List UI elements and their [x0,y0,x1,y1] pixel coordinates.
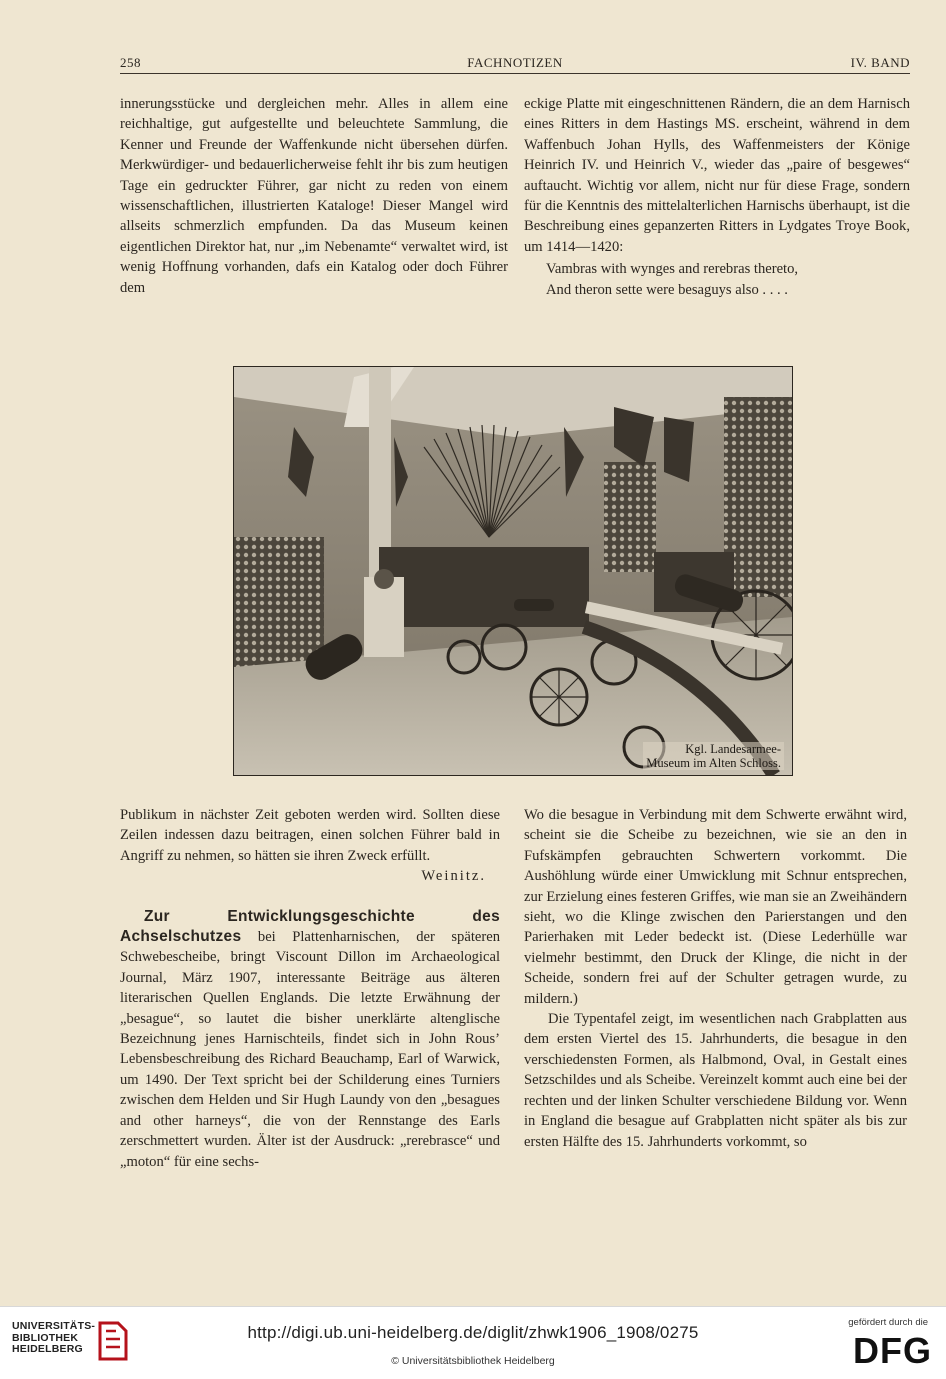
verse-line-1: Vambras with wynges and rerebras thereto, [546,261,799,278]
article-heading: Zur Entwicklungsgeschichte des Achselschutzes [120,907,500,946]
article-paragraph [120,907,500,1172]
paragraph-sword: Wo die besague in Verbindung mit dem Schwerte erwähnt wird, scheint sie die Scheibe zu bezeichnen, wie sie an den in Fufskämpfen gebrauchten Schwertern vorkommt. Die Aushöhlung würde einer Umwicklung mit Schnur entsprechen, zur Erzielung eines festeren Griffes, wie man sie an Zweihändern sieht, wo die Klinge zwischen den Parierstangen und den Parierhaken mit Leder bedeckt ist. (Diese Lederhülle war vielmehr bestimmt, den Druck der Klinge, die nicht in der Scheide, sondern frei auf der Schulter getragen wurde, zu mildern.) [524,807,907,1007]
paragraph-top-left: innerungsstücke und dergleichen mehr. Alles in allem eine reichhaltige, gut aufgestellte und beleuchtete Sammlung, die Kenner und Freunde der Waffenkunde nicht übersehen dürfen. Merkwürdiger- und bedauerlicherweise fehlt ihr bis zum heutigen Tage ein gedruckter Führer, gar nicht zu reden von einem wissenschaftlichen, illustrierten Kataloge! Dieser Mangel wird allseits schmerzlich empfunden. Da das Museum keinen eigentlichen Direktor hat, nur „im Nebenamte“ verwaltet wird, ist wenig Hoffnung vorhanden, dafs ein Katalog oder doch Führer dem [120,96,508,296]
library-line-1: UNIVERSITÄTS- [12,1320,96,1332]
museum-photograph [233,366,793,776]
header-rule [120,73,910,74]
funding-note: gefördert durch die [848,1317,928,1328]
library-line-2: BIBLIOTHEK [12,1331,79,1344]
caption-line-1: Kgl. Landesarmee- [685,742,781,756]
caption-line-2: Museum im Alten Schloss. [646,756,781,770]
column-bottom-right [524,805,907,1152]
armory-hall-illustration [234,367,792,775]
paragraph-top-right: eckige Platte mit eingeschnittenen Rändern, die an dem Harnisch eines Ritters in dem Hastings MS. erscheint, während in dem Waffenbuch Johan Hylls, des Waffenmeisters der Könige Heinrich IV. und Heinrich V., wieder das „paire of besgewes“ auftaucht. Wichtig vor allem, nicht nur für diese Frage, sondern für die Kenntnis des mittelalterlichen Harnischs überhaupt, ist die Beschreibung eines gepanzerten Ritters in Lydgates Troye Book, um 1414—1420: [524,96,910,255]
copyright-notice: © Universitätsbibliothek Heidelberg [391,1355,555,1367]
photo-caption [643,742,784,770]
paragraph-typentafel: Die Typentafel zeigt, im wesentlichen nach Grabplatten aus dem ersten Viertel des 15. Jahrhunderts, die besague in den verschiedensten Formen, als Halbmond, Oval, in Gestalt eines Setzschildes und als Scheibe. Vereinzelt kommt auch eine bei der rechten und der linken Schulter verschiedene Bildung vor. Wenn in England die besague auf Grabplatten nicht später als bis zur ersten Hälfte des 15. Jahrhunderts vorkommt, so [524,1011,907,1150]
page-number: 258 [120,55,141,70]
dfg-logo: DFG [853,1330,932,1371]
permalink-url[interactable]: http://digi.ub.uni-heidelberg.de/diglit/zhwk1906_1908/0275 [247,1323,699,1342]
verse-line-2: And theron sette were besaguys also . . . . [546,281,788,298]
running-header [120,55,910,75]
article-body: bei Plattenharnischen, der späteren Schwebescheibe, bringt Viscount Dillon im Archaeological Journal, März 1907, interessante Beiträge aus älteren literarischen Quellen Englands. Die letzte Erwähnung der „besague“, so lautet die bisher unerklärte altenglische Bezeichnung jenes Harnischteils, findet sich in John Rous’ Lebensbeschreibung des Richard Beauchamp, Earl of Warwick, um 1490. Der Text spricht bei der Schilderung eines Turniers zwischen dem Helden und Sir Hugh Laundy von den „besagues and other harneys“, die von der Rennstange des Earls zerschmettert wurden. Älter ist der Ausdruck: „rerebrasce“ und „moton“ für eine sechs- [120,929,500,1170]
digital-library-footer [0,1306,946,1379]
author-signature: Weinitz. [421,868,486,885]
column-top-left [120,94,508,298]
section-spacer [120,887,500,907]
column-top-right [524,94,910,300]
column-bottom-left [120,805,500,1172]
volume-label: IV. BAND [850,55,910,70]
library-line-3: HEIDELBERG [12,1343,83,1355]
paragraph-closing: Publikum in nächster Zeit geboten werden wird. Sollten diese Zeilen indessen dazu beitragen, einen solchen Führer bald in Angriff zu nehmen, so hätten sie ihren Zweck erfüllt. [120,807,500,864]
running-title: FACHNOTIZEN [467,55,563,70]
